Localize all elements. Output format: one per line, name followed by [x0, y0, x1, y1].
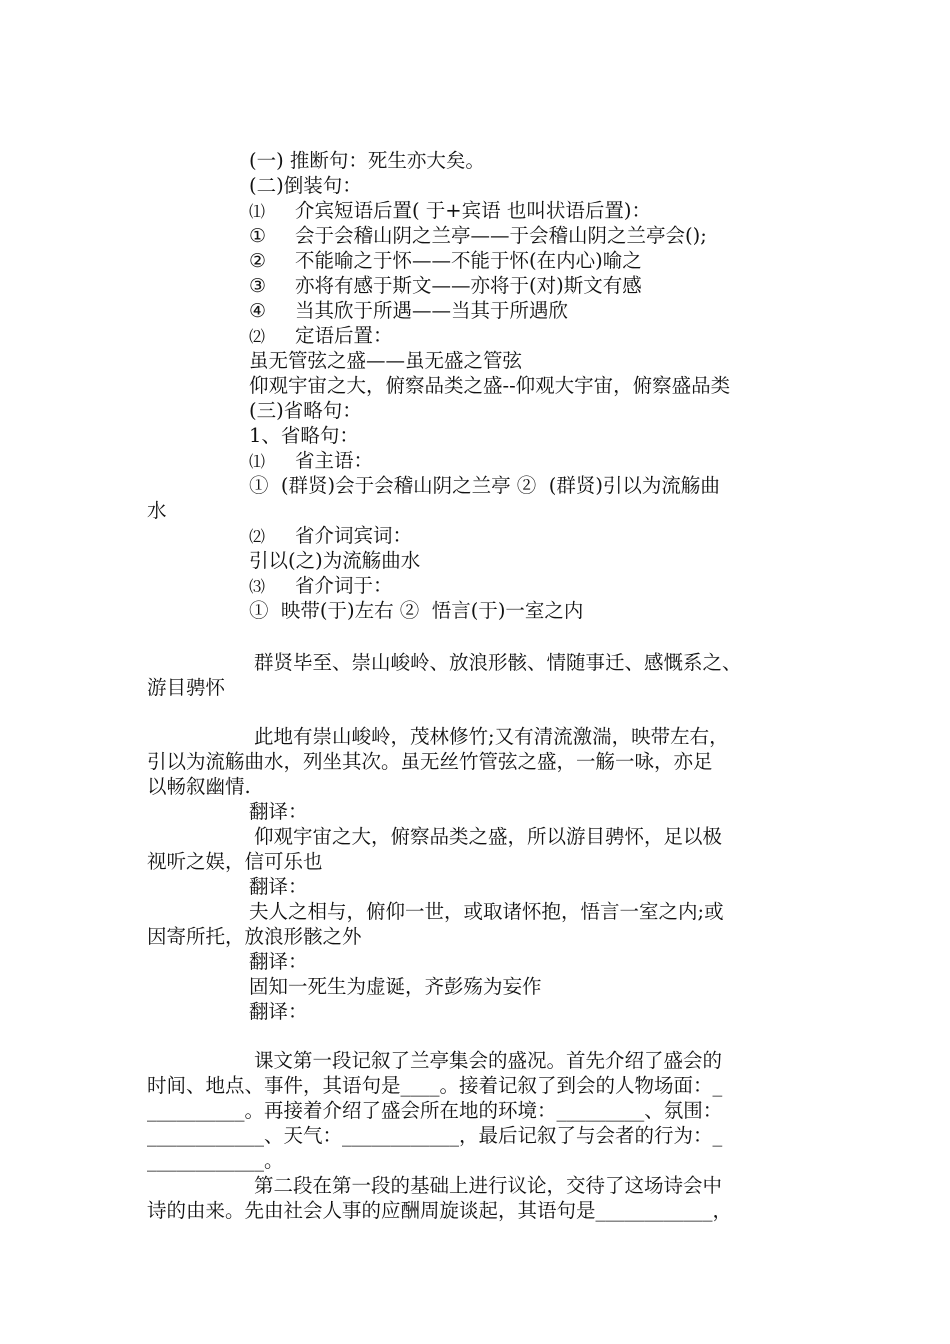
list-marker: ⑴ — [249, 452, 266, 471]
list-marker: ⑵ — [249, 527, 266, 546]
text-line: 因寄所托，放浪形骸之外 — [147, 925, 362, 948]
text-line: 游目骋怀 — [147, 676, 226, 699]
translation-label: 翻译： — [249, 950, 308, 973]
text-line: 仰观宇宙之大，俯察品类之盛--仰观大宇宙，俯察盛品类 — [249, 374, 731, 397]
translation-label: 翻译： — [249, 800, 308, 823]
line-inference-sentence: (一) 推断句：死生亦大矣。 — [249, 149, 485, 172]
text-line: 仰观宇宙之大，俯察品类之盛，所以游目骋怀，足以极 — [254, 825, 723, 848]
text-line: ____________。 — [147, 1149, 284, 1172]
text-line: 课文第一段记叙了兰亭集会的盛况。首先介绍了盛会的 — [254, 1049, 723, 1072]
list-item: ⑵ 定语后置： — [249, 324, 393, 347]
text-line: ____________、天气：____________，最后记叙了与会者的行为：_ — [147, 1124, 723, 1147]
line-ellipsis-heading: (三)省略句： — [249, 399, 362, 422]
text-line: 引以(之)为流觞曲水 — [249, 549, 421, 572]
text-line: 以畅叙幽情. — [147, 775, 251, 798]
text-line: ① (群贤)会于会稽山阴之兰亭 ② (群贤)引以为流觞曲 — [249, 474, 720, 497]
text-line: 1、省略句： — [249, 424, 359, 447]
list-marker: ⑵ — [249, 327, 266, 346]
text-line: 水 — [147, 499, 167, 522]
text-line: 固知一死生为虚诞，齐彭殇为妄作 — [249, 975, 542, 998]
text-line: __________。再接着介绍了盛会所在地的环境：_________、氛围： — [147, 1099, 723, 1122]
list-marker: ① — [249, 225, 267, 247]
list-item: ① 会于会稽山阴之兰亭——于会稽山阴之兰亭会(); — [249, 224, 707, 247]
translation-label: 翻译： — [249, 1000, 308, 1023]
list-marker: ③ — [249, 275, 267, 297]
list-item: ⑵ 省介词宾词： — [249, 524, 413, 547]
text-line: ① 映带(于)左右 ② 悟言(于)一室之内 — [249, 599, 584, 622]
translation-label: 翻译： — [249, 875, 308, 898]
list-item: ③ 亦将有感于斯文——亦将于(对)斯文有感 — [249, 274, 642, 297]
text-line: 诗的由来。先由社会人事的应酬周旋谈起，其语句是____________， — [147, 1199, 733, 1222]
list-item: ⑶ 省介词于： — [249, 574, 393, 597]
text-line: 视听之娱，信可乐也 — [147, 850, 323, 873]
text-line: 引以为流觞曲水，列坐其次。虽无丝竹管弦之盛，一觞一咏，亦足 — [147, 750, 713, 773]
text-line: 此地有崇山峻岭，茂林修竹;又有清流激湍，映带左右， — [254, 725, 729, 748]
text-line: 第二段在第一段的基础上进行议论，交待了这场诗会中 — [254, 1174, 723, 1197]
text-line: 夫人之相与，俯仰一世，或取诸怀抱，悟言一室之内;或 — [249, 900, 724, 923]
list-item: ⑴ 省主语： — [249, 449, 374, 472]
list-item: ⑴ 介宾短语后置( 于+宾语 也叫状语后置)： — [249, 199, 651, 222]
list-item: ② 不能喻之于怀——不能于怀(在内心)喻之 — [249, 249, 642, 272]
list-item: ④ 当其欣于所遇——当其于所遇欣 — [249, 299, 569, 322]
list-marker: ④ — [249, 300, 267, 322]
list-marker: ② — [249, 250, 267, 272]
list-marker: ⑶ — [249, 577, 266, 596]
text-line: 时间、地点、事件，其语句是____。接着记叙了到会的人物场面：_ — [147, 1074, 723, 1097]
text-line: 虽无管弦之盛——虽无盛之管弦 — [249, 349, 523, 372]
text-line: 群贤毕至、崇山峻岭、放浪形骸、情随事迁、感慨系之、 — [254, 651, 742, 674]
line-inversion-heading: (二)倒装句： — [249, 174, 362, 197]
list-marker: ⑴ — [249, 202, 266, 221]
